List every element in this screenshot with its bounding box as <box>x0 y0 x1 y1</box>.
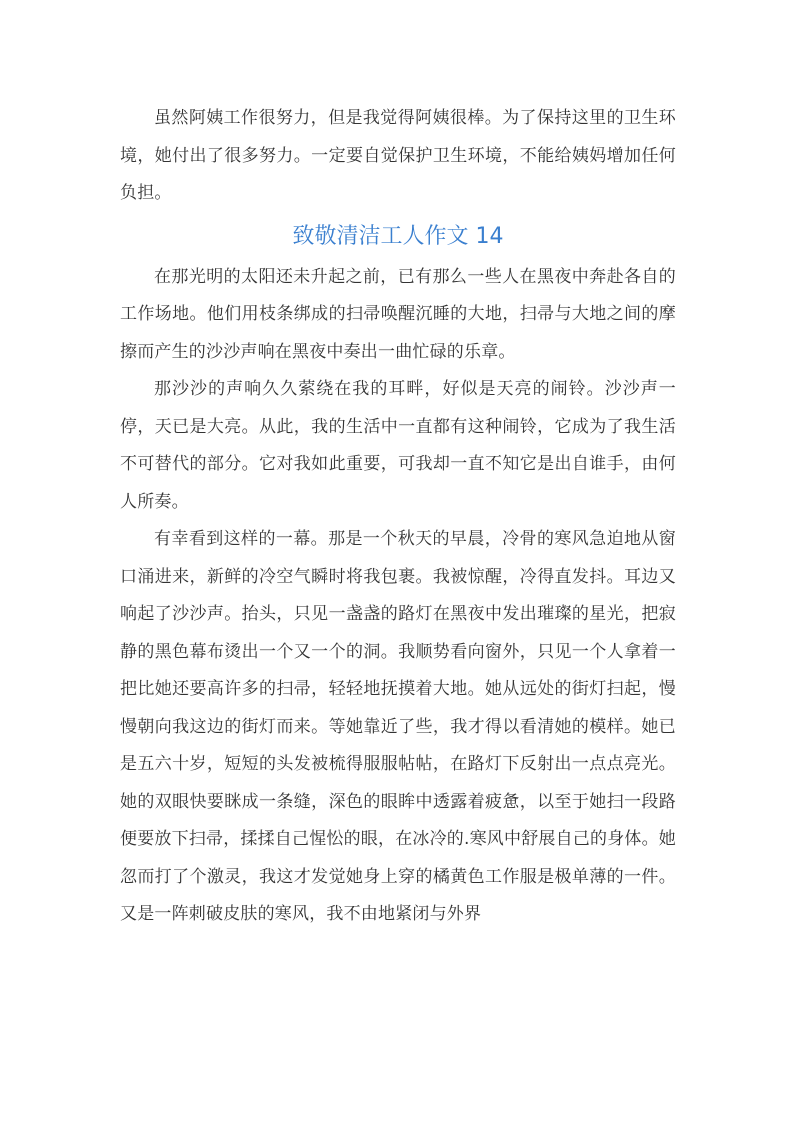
paragraph: 虽然阿姨工作很努力，但是我觉得阿姨很棒。为了保持这里的卫生环境，她付出了很多努力。一定要自觉保护卫生环境，不能给姨妈增加任何负担。 <box>120 108 676 203</box>
section-title: 致敬清洁工人作文 14 <box>292 223 504 249</box>
document-body <box>120 100 676 934</box>
paragraph: 在那光明的太阳还未升起之前，已有那么一些人在黑夜中奔赴各自的工作场地。他们用枝条绑成的扫帚唤醒沉睡的大地，扫帚与大地之间的摩擦而产生的沙沙声响在黑夜中奏出一曲忙碌的乐章。 <box>120 266 676 362</box>
paragraph: 那沙沙的声响久久萦绕在我的耳畔，好似是天亮的闹铃。沙沙声一停，天已是大亮。从此，我的生活中一直都有这种闹铃，它成为了我生活不可替代的部分。它对我如此重要，可我却一直不知它是出自谁手，由何人所奏。 <box>120 379 676 512</box>
paragraph: 有幸看到这样的一幕。那是一个秋天的早晨，冷骨的寒风急迫地从窗口涌进来，新鲜的冷空气瞬时将我包裹。我被惊醒，冷得直发抖。耳边又响起了沙沙声。抬头，只见一盏盏的路灯在黑夜中发出璀璨的星光，把寂静的黑色幕布烫出一个又一个的洞。我顺势看向窗外，只见一个人拿着一把比她还要高许多的扫帚，轻轻地抚摸着大地。她从远处的街灯扫起，慢慢朝向我这边的街灯而来。等她靠近了些，我才得以看清她的模样。她已是五六十岁，短短的头发被梳得服服帖帖，在路灯下反射出一点点亮光。她的双眼快要眯成一条缝，深色的眼眸中透露着疲惫，以至于她扫一段路便要放下扫帚，揉揉自己惺忪的眼，在冰冷的.寒风中舒展自己的身体。她忽而打了个激灵，我这才发觉她身上穿的橘黄色工作服是极单薄的一件。又是一阵刺破皮肤的寒风，我不由地紧闭与外界 <box>120 529 677 924</box>
